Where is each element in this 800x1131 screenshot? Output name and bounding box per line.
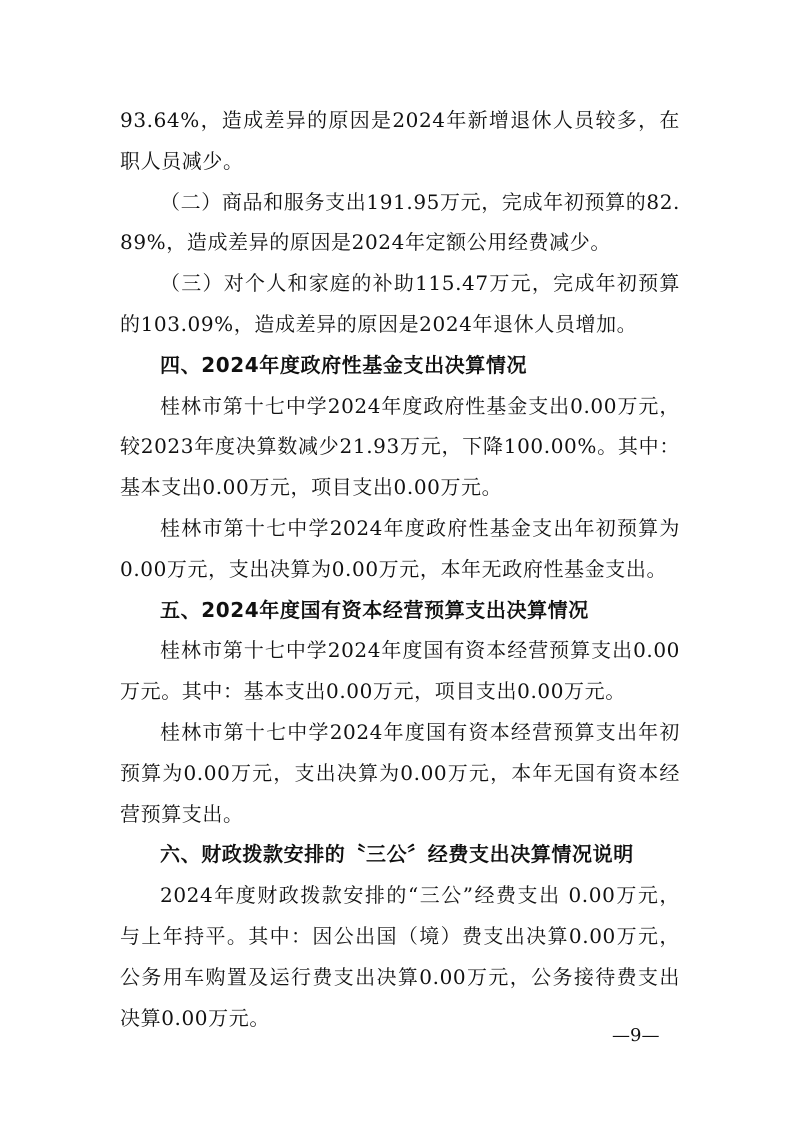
paragraph-4: 桂林市第十七中学2024年度政府性基金支出0.00万元，较2023年度决算数减少21.93万元，下降100.00%。其中：基本支出0.00万元，项目支出0.00万元。 — [120, 393, 680, 500]
paragraph-5: 桂林市第十七中学2024年度政府性基金支出年初预算为0.00万元，支出决算为0.00万元，本年无政府性基金支出。 — [120, 515, 680, 581]
section-heading-six: 六、财政拨款安排的〝三公〞经费支出决算情况说明 — [160, 842, 634, 867]
paragraph-8: 2024年度财政拨款安排的“三公”经费支出 0.00万元，与上年持平。其中：因公出国（境）费支出决算0.00万元，公务用车购置及运行费支出决算0.00万元，公务接待费支出决算0.00万元。 — [120, 883, 680, 1030]
document-content — [120, 100, 680, 1038]
section-heading-five: 五、2024年度国有资本经营预算支出决算情况 — [160, 597, 589, 622]
paragraph-6: 桂林市第十七中学2024年度国有资本经营预算支出0.00万元。其中：基本支出0.00万元，项目支出0.00万元。 — [120, 638, 680, 704]
paragraph-1: 93.64%，造成差异的原因是2024年新增退休人员较多，在职人员减少。 — [120, 108, 680, 173]
page-number: —9— — [612, 1025, 660, 1046]
section-heading-four: 四、2024年度政府性基金支出决算情况 — [160, 352, 528, 377]
paragraph-7: 桂林市第十七中学2024年度国有资本经营预算支出年初预算为0.00万元，支出决算为0.00万元，本年无国有资本经营预算支出。 — [120, 719, 680, 826]
paragraph-3: （三）对个人和家庭的补助115.47万元，完成年初预算的103.09%，造成差异的原因是2024年退休人员增加。 — [120, 271, 680, 336]
paragraph-2: （二）商品和服务支出191.95万元，完成年初预算的82.89%，造成差异的原因是2024年定额公用经费减少。 — [120, 189, 680, 255]
